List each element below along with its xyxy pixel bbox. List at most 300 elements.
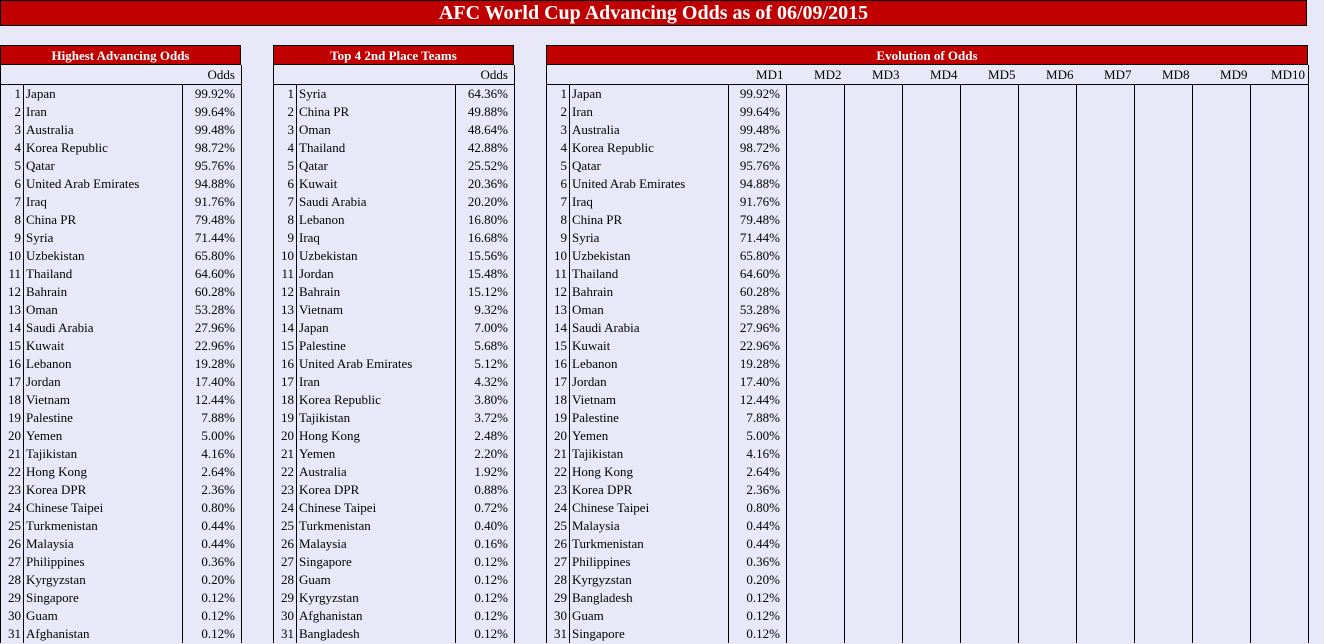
team-cell[interactable]: Jordan	[299, 266, 334, 281]
rank-cell[interactable]: 22	[547, 463, 570, 481]
md-empty-cell[interactable]	[787, 499, 845, 517]
md-empty-cell[interactable]	[787, 535, 845, 553]
md-empty-cell[interactable]	[1193, 265, 1251, 283]
md-empty-cell[interactable]	[787, 247, 845, 265]
rank-cell[interactable]: 7	[274, 193, 297, 211]
team-cell[interactable]: Oman	[26, 302, 58, 317]
rank-cell[interactable]: 18	[274, 391, 297, 409]
md1-cell[interactable]: 0.12%	[729, 607, 787, 625]
md-empty-cell[interactable]	[845, 625, 903, 643]
md1-cell[interactable]: 98.72%	[729, 139, 787, 157]
odds-cell[interactable]: 91.76%	[183, 193, 242, 211]
md-empty-cell[interactable]	[1135, 355, 1193, 373]
rank-cell[interactable]: 27	[274, 553, 297, 571]
md-empty-cell[interactable]	[961, 139, 1019, 157]
team-cell[interactable]: China PR	[299, 104, 350, 119]
md-empty-cell[interactable]	[1019, 571, 1077, 589]
md-empty-cell[interactable]	[1019, 409, 1077, 427]
blank-cell[interactable]	[1, 65, 24, 85]
md-empty-cell[interactable]	[1019, 157, 1077, 175]
team-cell[interactable]: Kyrgyzstan	[26, 572, 86, 587]
rank-cell[interactable]: 12	[274, 283, 297, 301]
md-empty-cell[interactable]	[845, 337, 903, 355]
md-empty-cell[interactable]	[903, 319, 961, 337]
rank-cell[interactable]: 12	[547, 283, 570, 301]
md-empty-cell[interactable]	[845, 175, 903, 193]
odds-cell[interactable]: 4.16%	[183, 445, 242, 463]
md-empty-cell[interactable]	[1193, 103, 1251, 121]
md-empty-cell[interactable]	[1077, 445, 1135, 463]
md-empty-cell[interactable]	[903, 589, 961, 607]
md-empty-cell[interactable]	[845, 409, 903, 427]
rank-cell[interactable]: 19	[1, 409, 24, 427]
md-empty-cell[interactable]	[1019, 607, 1077, 625]
odds-cell[interactable]: 15.48%	[456, 265, 515, 283]
md-empty-cell[interactable]	[961, 157, 1019, 175]
md-empty-cell[interactable]	[961, 301, 1019, 319]
md-empty-cell[interactable]	[1077, 607, 1135, 625]
odds-column-header[interactable]: Odds	[183, 65, 242, 85]
md-empty-cell[interactable]	[961, 229, 1019, 247]
team-cell[interactable]: Guam	[26, 608, 58, 623]
rank-cell[interactable]: 3	[547, 121, 570, 139]
md-empty-cell[interactable]	[845, 427, 903, 445]
odds-cell[interactable]: 15.56%	[456, 247, 515, 265]
md-empty-cell[interactable]	[1251, 427, 1309, 445]
team-cell[interactable]: Thailand	[26, 266, 73, 281]
rank-cell[interactable]: 21	[274, 445, 297, 463]
odds-cell[interactable]: 99.64%	[183, 103, 242, 121]
odds-cell[interactable]: 0.88%	[456, 481, 515, 499]
md-empty-cell[interactable]	[1251, 625, 1309, 643]
rank-cell[interactable]: 11	[547, 265, 570, 283]
team-cell[interactable]: Singapore	[299, 554, 352, 569]
md1-cell[interactable]: 99.48%	[729, 121, 787, 139]
blank-cell[interactable]	[24, 65, 183, 85]
md-empty-cell[interactable]	[1019, 517, 1077, 535]
md-empty-cell[interactable]	[1077, 517, 1135, 535]
rank-cell[interactable]: 31	[274, 625, 297, 643]
md-column-header[interactable]: MD10	[1251, 65, 1309, 85]
md-empty-cell[interactable]	[903, 211, 961, 229]
team-cell[interactable]: Syria	[299, 86, 327, 101]
md-empty-cell[interactable]	[903, 265, 961, 283]
md-empty-cell[interactable]	[1193, 175, 1251, 193]
md-empty-cell[interactable]	[1019, 193, 1077, 211]
md-empty-cell[interactable]	[961, 499, 1019, 517]
rank-cell[interactable]: 15	[1, 337, 24, 355]
md-empty-cell[interactable]	[1135, 103, 1193, 121]
md-empty-cell[interactable]	[845, 571, 903, 589]
md-empty-cell[interactable]	[1077, 553, 1135, 571]
team-cell[interactable]: Tajikistan	[26, 446, 78, 461]
team-cell[interactable]: Korea DPR	[299, 482, 360, 497]
md-column-header[interactable]: MD4	[903, 65, 961, 85]
team-cell[interactable]: Singapore	[572, 626, 625, 641]
team-cell[interactable]: Uzbekistan	[299, 248, 358, 263]
rank-cell[interactable]: 9	[1, 229, 24, 247]
rank-cell[interactable]: 6	[547, 175, 570, 193]
md-empty-cell[interactable]	[845, 301, 903, 319]
md-empty-cell[interactable]	[903, 85, 961, 104]
md-empty-cell[interactable]	[903, 157, 961, 175]
odds-cell[interactable]: 0.44%	[183, 517, 242, 535]
md-empty-cell[interactable]	[1077, 427, 1135, 445]
rank-cell[interactable]: 10	[547, 247, 570, 265]
md1-cell[interactable]: 53.28%	[729, 301, 787, 319]
team-cell[interactable]: Iraq	[26, 194, 47, 209]
md-empty-cell[interactable]	[1251, 301, 1309, 319]
md-empty-cell[interactable]	[961, 247, 1019, 265]
odds-cell[interactable]: 7.88%	[183, 409, 242, 427]
md-empty-cell[interactable]	[787, 85, 845, 104]
odds-cell[interactable]: 0.12%	[183, 607, 242, 625]
md-empty-cell[interactable]	[787, 481, 845, 499]
md-empty-cell[interactable]	[1135, 625, 1193, 643]
odds-cell[interactable]: 0.12%	[456, 589, 515, 607]
rank-cell[interactable]: 8	[547, 211, 570, 229]
team-cell[interactable]: Kyrgyzstan	[572, 572, 632, 587]
md-empty-cell[interactable]	[961, 481, 1019, 499]
md-empty-cell[interactable]	[903, 247, 961, 265]
md-empty-cell[interactable]	[1077, 193, 1135, 211]
team-cell[interactable]: Korea Republic	[299, 392, 381, 407]
team-cell[interactable]: Palestine	[299, 338, 346, 353]
md-empty-cell[interactable]	[961, 211, 1019, 229]
team-cell[interactable]: Korea DPR	[572, 482, 633, 497]
team-cell[interactable]: Malaysia	[572, 518, 620, 533]
md-empty-cell[interactable]	[1193, 337, 1251, 355]
md-empty-cell[interactable]	[845, 157, 903, 175]
md-empty-cell[interactable]	[1251, 157, 1309, 175]
md-empty-cell[interactable]	[1135, 517, 1193, 535]
team-cell[interactable]: Japan	[572, 86, 602, 101]
md-empty-cell[interactable]	[1251, 139, 1309, 157]
md-empty-cell[interactable]	[903, 553, 961, 571]
blank-cell[interactable]	[547, 65, 570, 85]
md-empty-cell[interactable]	[1135, 265, 1193, 283]
md-empty-cell[interactable]	[1193, 247, 1251, 265]
md-empty-cell[interactable]	[1135, 553, 1193, 571]
md-empty-cell[interactable]	[903, 535, 961, 553]
rank-cell[interactable]: 14	[1, 319, 24, 337]
md-empty-cell[interactable]	[1135, 481, 1193, 499]
md-empty-cell[interactable]	[903, 193, 961, 211]
md-empty-cell[interactable]	[1193, 157, 1251, 175]
md-empty-cell[interactable]	[787, 121, 845, 139]
md-empty-cell[interactable]	[845, 103, 903, 121]
md-empty-cell[interactable]	[787, 229, 845, 247]
md-empty-cell[interactable]	[903, 103, 961, 121]
rank-cell[interactable]: 20	[1, 427, 24, 445]
rank-cell[interactable]: 2	[547, 103, 570, 121]
rank-cell[interactable]: 1	[547, 85, 570, 104]
rank-cell[interactable]: 24	[547, 499, 570, 517]
md-empty-cell[interactable]	[1193, 409, 1251, 427]
team-cell[interactable]: Chinese Taipei	[572, 500, 650, 515]
md-empty-cell[interactable]	[1135, 229, 1193, 247]
odds-cell[interactable]: 16.80%	[456, 211, 515, 229]
md-empty-cell[interactable]	[1251, 445, 1309, 463]
odds-cell[interactable]: 0.20%	[183, 571, 242, 589]
rank-cell[interactable]: 13	[274, 301, 297, 319]
md-empty-cell[interactable]	[1135, 301, 1193, 319]
md-empty-cell[interactable]	[1251, 607, 1309, 625]
md-empty-cell[interactable]	[903, 355, 961, 373]
md-empty-cell[interactable]	[845, 463, 903, 481]
team-cell[interactable]: Afghanistan	[299, 608, 363, 623]
md-empty-cell[interactable]	[1019, 103, 1077, 121]
md-empty-cell[interactable]	[1135, 391, 1193, 409]
md1-cell[interactable]: 0.12%	[729, 625, 787, 643]
md-empty-cell[interactable]	[845, 481, 903, 499]
rank-cell[interactable]: 23	[274, 481, 297, 499]
md-empty-cell[interactable]	[1193, 553, 1251, 571]
team-cell[interactable]: Australia	[572, 122, 620, 137]
md-empty-cell[interactable]	[1077, 355, 1135, 373]
md-empty-cell[interactable]	[845, 589, 903, 607]
md-empty-cell[interactable]	[961, 355, 1019, 373]
md-empty-cell[interactable]	[1019, 373, 1077, 391]
team-cell[interactable]: Turkmenistan	[26, 518, 98, 533]
md-empty-cell[interactable]	[1251, 247, 1309, 265]
md-empty-cell[interactable]	[1251, 121, 1309, 139]
md-empty-cell[interactable]	[1019, 625, 1077, 643]
md-empty-cell[interactable]	[787, 139, 845, 157]
odds-cell[interactable]: 94.88%	[183, 175, 242, 193]
odds-cell[interactable]: 20.36%	[456, 175, 515, 193]
md-empty-cell[interactable]	[1251, 391, 1309, 409]
team-cell[interactable]: Yemen	[26, 428, 63, 443]
md-empty-cell[interactable]	[845, 265, 903, 283]
odds-cell[interactable]: 25.52%	[456, 157, 515, 175]
md-empty-cell[interactable]	[845, 121, 903, 139]
rank-cell[interactable]: 31	[1, 625, 24, 643]
team-cell[interactable]: Syria	[572, 230, 600, 245]
team-cell[interactable]: Hong Kong	[26, 464, 88, 479]
md-empty-cell[interactable]	[787, 391, 845, 409]
odds-cell[interactable]: 19.28%	[183, 355, 242, 373]
odds-cell[interactable]: 0.12%	[183, 625, 242, 643]
md-empty-cell[interactable]	[1251, 337, 1309, 355]
md-empty-cell[interactable]	[1135, 571, 1193, 589]
md-empty-cell[interactable]	[1019, 175, 1077, 193]
md1-cell[interactable]: 64.60%	[729, 265, 787, 283]
rank-cell[interactable]: 28	[274, 571, 297, 589]
md1-cell[interactable]: 95.76%	[729, 157, 787, 175]
team-cell[interactable]: Korea Republic	[572, 140, 654, 155]
rank-cell[interactable]: 24	[274, 499, 297, 517]
md-empty-cell[interactable]	[1193, 499, 1251, 517]
rank-cell[interactable]: 18	[1, 391, 24, 409]
team-cell[interactable]: Japan	[26, 86, 56, 101]
team-cell[interactable]: Lebanon	[26, 356, 72, 371]
team-cell[interactable]: Guam	[572, 608, 604, 623]
md-empty-cell[interactable]	[1193, 283, 1251, 301]
rank-cell[interactable]: 8	[1, 211, 24, 229]
team-cell[interactable]: Bahrain	[572, 284, 614, 299]
rank-cell[interactable]: 2	[1, 103, 24, 121]
rank-cell[interactable]: 30	[274, 607, 297, 625]
team-cell[interactable]: United Arab Emirates	[299, 356, 413, 371]
team-cell[interactable]: Australia	[26, 122, 74, 137]
md-empty-cell[interactable]	[1135, 211, 1193, 229]
md-empty-cell[interactable]	[903, 337, 961, 355]
rank-cell[interactable]: 14	[547, 319, 570, 337]
team-cell[interactable]: Bangladesh	[299, 626, 360, 641]
md-empty-cell[interactable]	[1193, 85, 1251, 104]
odds-cell[interactable]: 12.44%	[183, 391, 242, 409]
md-empty-cell[interactable]	[787, 517, 845, 535]
team-cell[interactable]: Tajikistan	[299, 410, 351, 425]
md-empty-cell[interactable]	[1193, 427, 1251, 445]
md-empty-cell[interactable]	[1193, 373, 1251, 391]
rank-cell[interactable]: 25	[547, 517, 570, 535]
md-empty-cell[interactable]	[903, 607, 961, 625]
md-empty-cell[interactable]	[903, 571, 961, 589]
md-empty-cell[interactable]	[961, 409, 1019, 427]
odds-cell[interactable]: 0.12%	[183, 589, 242, 607]
md-empty-cell[interactable]	[1019, 535, 1077, 553]
odds-cell[interactable]: 7.00%	[456, 319, 515, 337]
odds-cell[interactable]: 27.96%	[183, 319, 242, 337]
odds-cell[interactable]: 71.44%	[183, 229, 242, 247]
team-cell[interactable]: Turkmenistan	[572, 536, 644, 551]
md-empty-cell[interactable]	[1077, 103, 1135, 121]
md-empty-cell[interactable]	[1193, 229, 1251, 247]
md1-cell[interactable]: 99.64%	[729, 103, 787, 121]
md-empty-cell[interactable]	[1193, 589, 1251, 607]
md-empty-cell[interactable]	[787, 553, 845, 571]
md-empty-cell[interactable]	[787, 589, 845, 607]
odds-cell[interactable]: 64.36%	[456, 85, 515, 104]
md-empty-cell[interactable]	[845, 391, 903, 409]
rank-cell[interactable]: 18	[547, 391, 570, 409]
md-empty-cell[interactable]	[1019, 337, 1077, 355]
md-empty-cell[interactable]	[1019, 553, 1077, 571]
md-empty-cell[interactable]	[961, 265, 1019, 283]
rank-cell[interactable]: 15	[274, 337, 297, 355]
md-empty-cell[interactable]	[1193, 535, 1251, 553]
rank-cell[interactable]: 3	[1, 121, 24, 139]
md-empty-cell[interactable]	[1135, 121, 1193, 139]
md1-cell[interactable]: 91.76%	[729, 193, 787, 211]
odds-cell[interactable]: 5.68%	[456, 337, 515, 355]
md-empty-cell[interactable]	[845, 445, 903, 463]
rank-cell[interactable]: 5	[547, 157, 570, 175]
md-empty-cell[interactable]	[1019, 139, 1077, 157]
md1-cell[interactable]: 4.16%	[729, 445, 787, 463]
rank-cell[interactable]: 11	[274, 265, 297, 283]
md1-cell[interactable]: 60.28%	[729, 283, 787, 301]
rank-cell[interactable]: 4	[1, 139, 24, 157]
md-empty-cell[interactable]	[903, 463, 961, 481]
rank-cell[interactable]: 21	[1, 445, 24, 463]
md-empty-cell[interactable]	[1251, 463, 1309, 481]
team-cell[interactable]: Oman	[572, 302, 604, 317]
md-empty-cell[interactable]	[1077, 229, 1135, 247]
rank-cell[interactable]: 31	[547, 625, 570, 643]
odds-cell[interactable]: 53.28%	[183, 301, 242, 319]
rank-cell[interactable]: 7	[547, 193, 570, 211]
md-empty-cell[interactable]	[1135, 373, 1193, 391]
team-cell[interactable]: Kuwait	[299, 176, 338, 191]
md-empty-cell[interactable]	[845, 193, 903, 211]
md-empty-cell[interactable]	[1135, 427, 1193, 445]
md-empty-cell[interactable]	[845, 283, 903, 301]
md-empty-cell[interactable]	[1135, 193, 1193, 211]
team-cell[interactable]: Bahrain	[299, 284, 341, 299]
rank-cell[interactable]: 8	[274, 211, 297, 229]
rank-cell[interactable]: 13	[547, 301, 570, 319]
rank-cell[interactable]: 12	[1, 283, 24, 301]
rank-cell[interactable]: 19	[274, 409, 297, 427]
md-empty-cell[interactable]	[1077, 463, 1135, 481]
odds-cell[interactable]: 60.28%	[183, 283, 242, 301]
md-empty-cell[interactable]	[1135, 319, 1193, 337]
md-empty-cell[interactable]	[961, 589, 1019, 607]
team-cell[interactable]: Oman	[299, 122, 331, 137]
team-cell[interactable]: United Arab Emirates	[26, 176, 140, 191]
md-empty-cell[interactable]	[1135, 175, 1193, 193]
md1-cell[interactable]: 12.44%	[729, 391, 787, 409]
md-empty-cell[interactable]	[1019, 301, 1077, 319]
md-empty-cell[interactable]	[1251, 103, 1309, 121]
md-empty-cell[interactable]	[787, 103, 845, 121]
md-empty-cell[interactable]	[1193, 607, 1251, 625]
md-column-header[interactable]: MD5	[961, 65, 1019, 85]
md-empty-cell[interactable]	[1077, 175, 1135, 193]
rank-cell[interactable]: 13	[1, 301, 24, 319]
odds-cell[interactable]: 0.40%	[456, 517, 515, 535]
blank-cell[interactable]	[297, 65, 456, 85]
rank-cell[interactable]: 10	[1, 247, 24, 265]
team-cell[interactable]: Japan	[299, 320, 329, 335]
md-empty-cell[interactable]	[903, 301, 961, 319]
md1-cell[interactable]: 71.44%	[729, 229, 787, 247]
md1-cell[interactable]: 0.12%	[729, 589, 787, 607]
odds-cell[interactable]: 2.20%	[456, 445, 515, 463]
rank-cell[interactable]: 6	[1, 175, 24, 193]
md-empty-cell[interactable]	[845, 553, 903, 571]
rank-cell[interactable]: 28	[547, 571, 570, 589]
md-empty-cell[interactable]	[787, 571, 845, 589]
md-empty-cell[interactable]	[787, 625, 845, 643]
rank-cell[interactable]: 16	[1, 355, 24, 373]
md-empty-cell[interactable]	[961, 85, 1019, 104]
rank-cell[interactable]: 26	[547, 535, 570, 553]
odds-cell[interactable]: 1.92%	[456, 463, 515, 481]
rank-cell[interactable]: 14	[274, 319, 297, 337]
team-cell[interactable]: Philippines	[572, 554, 631, 569]
odds-cell[interactable]: 48.64%	[456, 121, 515, 139]
team-cell[interactable]: Qatar	[26, 158, 55, 173]
md-empty-cell[interactable]	[845, 373, 903, 391]
rank-cell[interactable]: 22	[1, 463, 24, 481]
team-cell[interactable]: Yemen	[299, 446, 336, 461]
md-empty-cell[interactable]	[1019, 121, 1077, 139]
md-empty-cell[interactable]	[1251, 481, 1309, 499]
team-cell[interactable]: Palestine	[26, 410, 73, 425]
rank-cell[interactable]: 17	[547, 373, 570, 391]
md-empty-cell[interactable]	[1077, 373, 1135, 391]
team-cell[interactable]: Palestine	[572, 410, 619, 425]
team-cell[interactable]: Guam	[299, 572, 331, 587]
md-empty-cell[interactable]	[961, 517, 1019, 535]
odds-cell[interactable]: 2.64%	[183, 463, 242, 481]
rank-cell[interactable]: 5	[1, 157, 24, 175]
md-empty-cell[interactable]	[1077, 391, 1135, 409]
